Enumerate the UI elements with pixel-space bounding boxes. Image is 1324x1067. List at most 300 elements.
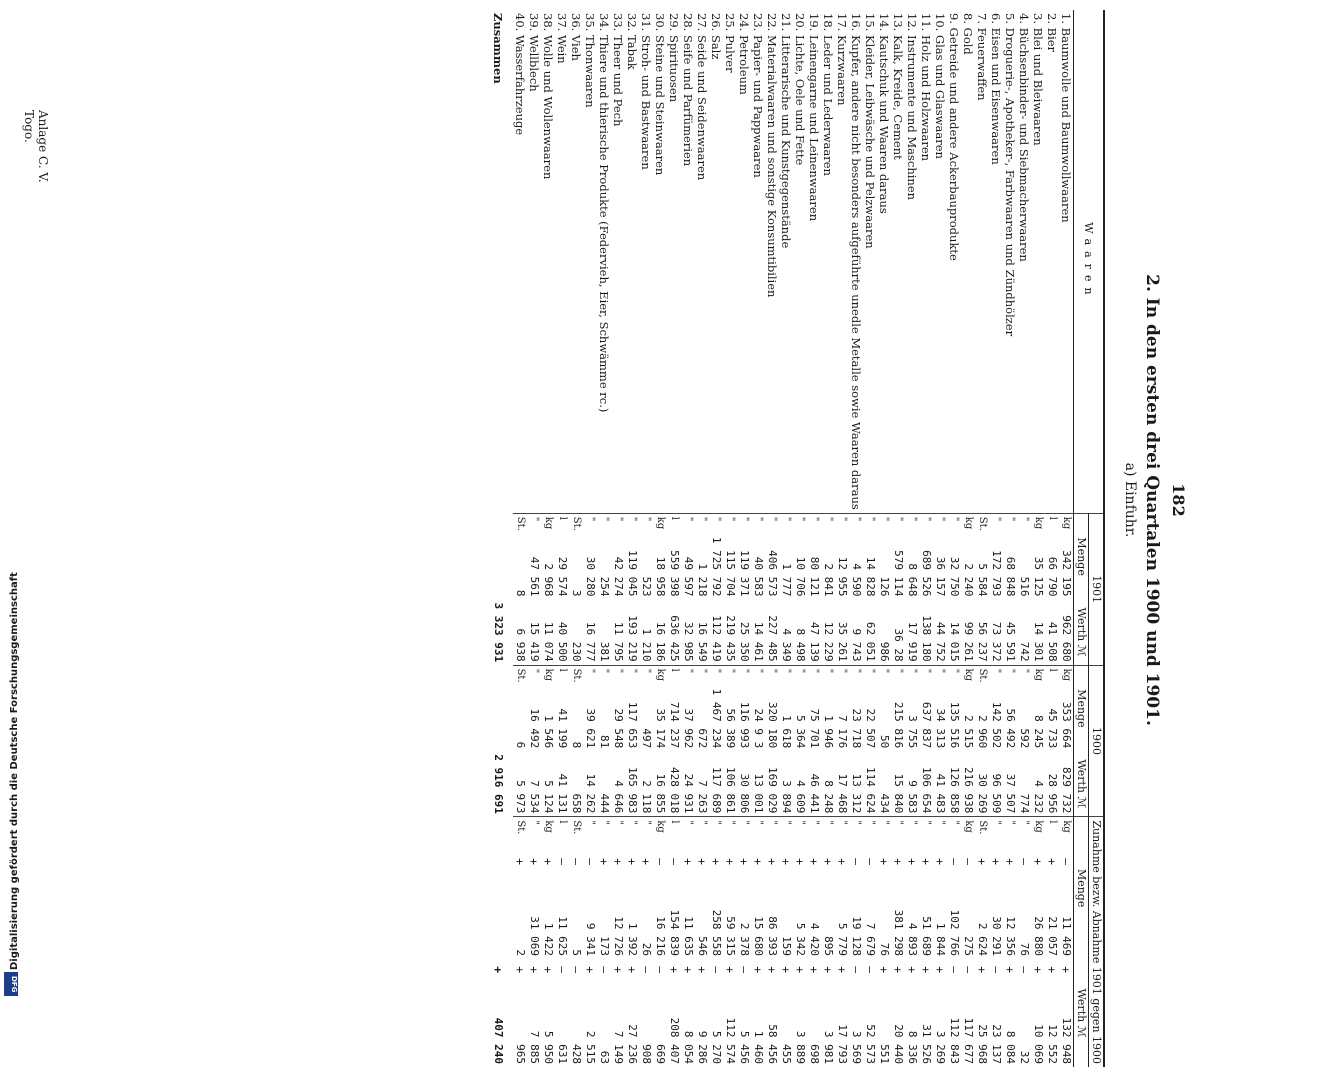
cell-m0: 75 701 <box>808 708 821 749</box>
cell-u0: kg <box>653 665 667 686</box>
cell-uc: " <box>905 817 919 851</box>
cell-cm: 1 844 <box>934 922 947 956</box>
cell-w1: 62 051 <box>864 621 877 662</box>
cell-item: 32. Tabak <box>625 13 639 70</box>
cell-m1: 2 841 <box>822 563 835 597</box>
cell-u0: " <box>849 665 863 686</box>
cell-u0: kg <box>1059 665 1074 686</box>
cell-cm: 1 392 <box>626 922 639 956</box>
cell-m0: 3 755 <box>906 715 919 749</box>
table-row <box>905 10 919 1067</box>
cell-m0: 1 546 <box>542 715 555 749</box>
cell-w1: 41 508 <box>1046 621 1059 662</box>
cell-item: 7. Feuerwaffen <box>975 13 989 101</box>
cell-m0: 23 718 <box>850 708 863 749</box>
cell-item: 21. Litterarische und Kunstgegenstände <box>779 13 793 249</box>
cell-w0: 15 840 <box>892 773 905 814</box>
cell-item: 20. Lichte, Oele und Fette <box>793 13 807 166</box>
cell-cm: 2 624 <box>976 922 989 956</box>
cell-item: 38. Wolle und Wollenwaaren <box>541 13 555 180</box>
cell-m0: 56 389 <box>724 708 737 749</box>
cell-sw: — <box>653 966 667 974</box>
cell-m1: 523 <box>640 576 653 597</box>
cell-w0: 126 858 <box>948 767 961 814</box>
cell-m1: 119 371 <box>738 550 751 597</box>
cell-item: 23. Papier- und Pappwaaren <box>751 13 765 178</box>
cell-sm: — <box>849 858 863 866</box>
cell-w1: 381 <box>598 641 611 662</box>
cell-sw: + <box>877 966 891 974</box>
cell-sw: + <box>975 966 989 974</box>
cell-u1: kg <box>1031 513 1045 534</box>
cell-item: 15. Kleider, Leibwäsche und Pelzwaaren <box>863 13 877 249</box>
cell-sw: + <box>751 966 765 974</box>
cell-u0: kg <box>1031 665 1045 686</box>
cell-m0: 1 618 <box>780 715 793 749</box>
cell-sm: + <box>765 858 779 866</box>
cell-sm: + <box>639 858 653 866</box>
total-w1: 3 323 931 <box>492 602 505 663</box>
cell-cm: 11 469 <box>1060 916 1073 956</box>
table-row <box>849 10 863 1067</box>
cell-sm: + <box>723 858 737 866</box>
cell-w1: 16 777 <box>584 621 597 662</box>
cell-w1: 986 <box>878 641 891 662</box>
cell-sw: — <box>961 966 975 974</box>
cell-u1: " <box>849 513 863 534</box>
cell-uc: kg <box>653 817 667 851</box>
cell-uc: " <box>1017 817 1031 851</box>
table-row <box>751 10 765 1067</box>
cell-w1: 1 210 <box>640 628 653 662</box>
cell-uc: " <box>751 817 765 851</box>
cell-cw: 27 236 <box>626 1024 639 1065</box>
cell-u1: St. <box>975 513 989 534</box>
cell-item: 35. Thonwaaren <box>583 13 597 108</box>
cell-m0: 353 664 <box>1060 701 1073 749</box>
cell-cm: 895 <box>822 936 835 956</box>
cell-m0: 117 653 <box>626 701 639 749</box>
cell-uc: " <box>765 817 779 851</box>
cell-item: 24. Petroleum <box>737 13 751 95</box>
table-row <box>639 10 653 1067</box>
cell-w0: 9 583 <box>906 780 919 814</box>
cell-sm: + <box>989 858 1003 866</box>
total-label: Zusammen <box>491 13 505 84</box>
cell-m0: 320 180 <box>766 701 779 749</box>
cell-cm: 19 128 <box>850 916 863 956</box>
cell-cw: 551 <box>878 1044 891 1065</box>
cell-m0: 135 516 <box>948 701 961 749</box>
cell-uc: " <box>933 817 947 851</box>
cell-sm: — <box>1017 858 1031 866</box>
cell-cm: 26 880 <box>1032 916 1045 956</box>
cell-u0: " <box>919 665 933 686</box>
total-row <box>491 10 513 1067</box>
page-number: 182 <box>1169 483 1188 517</box>
cell-m0: 592 <box>1018 728 1031 749</box>
col-waaren: Waaren <box>1074 10 1105 513</box>
cell-cm: 5 779 <box>836 922 849 956</box>
cell-w0: 13 312 <box>850 773 863 814</box>
cell-sm: + <box>611 858 625 866</box>
cell-sm: + <box>933 858 947 866</box>
cell-w0: 444 <box>598 793 611 814</box>
cell-m0: 37 962 <box>682 708 695 749</box>
cell-cm: 9 341 <box>584 922 597 956</box>
cell-u0: l <box>667 665 681 686</box>
cell-cw: 9 286 <box>696 1030 709 1065</box>
cell-m0: 714 237 <box>668 701 681 749</box>
table-row <box>653 10 667 1067</box>
cell-m0: 116 993 <box>738 701 751 749</box>
cell-uc: " <box>611 817 625 851</box>
cell-w0: 16 855 <box>654 773 667 814</box>
table-row <box>1031 10 1045 1067</box>
cell-item: 12. Instrumente und Maschinen <box>905 13 919 201</box>
cell-w0: 28 956 <box>1046 773 1059 814</box>
cell-sw: + <box>1031 966 1045 974</box>
dfg-logo: DFG <box>4 972 18 996</box>
cell-uc: kg <box>541 817 555 851</box>
cell-m0: 2 515 <box>962 715 975 749</box>
cell-cm: 12 726 <box>612 916 625 956</box>
cell-sm: — <box>961 858 975 866</box>
cell-u0: " <box>835 665 849 686</box>
cell-w0: 106 654 <box>920 767 933 814</box>
cell-m1: 49 597 <box>682 556 695 597</box>
cell-m1: 579 114 <box>892 550 905 597</box>
cell-w0: 829 732 <box>1060 767 1073 814</box>
cell-sm: + <box>625 858 639 866</box>
cell-cw: 8 336 <box>906 1030 919 1065</box>
cell-m1: 35 125 <box>1032 556 1045 597</box>
cell-sw: + <box>765 966 779 974</box>
cell-w1: 6 938 <box>514 628 527 662</box>
cell-m1: 66 790 <box>1046 556 1059 597</box>
cell-u1: " <box>1003 513 1017 534</box>
cell-cw: 8 054 <box>682 1030 695 1065</box>
cell-cm: 381 298 <box>892 909 905 956</box>
cell-cm: 51 689 <box>920 916 933 956</box>
cell-uc: " <box>863 817 877 851</box>
cell-cm: 12 356 <box>1004 916 1017 956</box>
cell-u1: " <box>821 513 835 534</box>
cell-w0: 24 931 <box>682 773 695 814</box>
cell-u1: " <box>1017 513 1031 534</box>
cell-w1: 35 261 <box>836 621 849 662</box>
cell-u1: " <box>639 513 653 534</box>
cell-sm: + <box>695 858 709 866</box>
cell-m0: 39 621 <box>584 708 597 749</box>
cell-uc: " <box>919 817 933 851</box>
cell-cw: 17 793 <box>836 1024 849 1065</box>
cell-cw: 3 981 <box>822 1030 835 1065</box>
cell-sm: + <box>919 858 933 866</box>
cell-m1: 5 584 <box>976 563 989 597</box>
cell-u1: kg <box>1059 513 1074 534</box>
cell-cw: 669 <box>654 1044 667 1065</box>
cell-cw: 698 <box>808 1044 821 1065</box>
cell-uc: " <box>681 817 695 851</box>
cell-u1: " <box>583 513 597 534</box>
table-row <box>961 10 975 1067</box>
cell-w1: 742 <box>1018 641 1031 662</box>
cell-cw: 25 968 <box>976 1024 989 1065</box>
cell-m1: 126 <box>878 576 891 597</box>
cell-cm: 15 680 <box>752 916 765 956</box>
cell-m1: 516 <box>1018 576 1031 597</box>
cell-item: 28. Seife und Parfümerien <box>681 13 695 167</box>
cell-u1: kg <box>961 513 975 534</box>
cell-cw: 3 569 <box>850 1030 863 1065</box>
cell-item: 13. Kalk, Kreide, Cement <box>891 13 905 160</box>
cell-uc: " <box>821 817 835 851</box>
total-w0: 2 916 691 <box>492 754 505 814</box>
cell-w1: 47 139 <box>808 621 821 662</box>
cell-m0: 497 <box>640 728 653 749</box>
cell-w0: 14 262 <box>584 773 597 814</box>
cell-item: 8. Gold <box>961 13 975 55</box>
cell-sm: + <box>1031 858 1045 866</box>
cell-cw: 5 270 <box>710 1030 723 1065</box>
cell-uc: kg <box>961 817 975 851</box>
cell-u0: " <box>625 665 639 686</box>
cell-sw: + <box>835 966 849 974</box>
table-row <box>541 10 555 1067</box>
cell-u0: " <box>1003 665 1017 686</box>
table-row <box>681 10 695 1067</box>
cell-u0: " <box>863 665 877 686</box>
cell-w1: 56 237 <box>976 621 989 662</box>
cell-m0: 16 492 <box>528 708 541 749</box>
cell-sm: + <box>751 858 765 866</box>
cell-u0: " <box>737 665 751 686</box>
cell-cw: 208 407 <box>668 1017 681 1065</box>
cell-m1: 1 218 <box>696 563 709 597</box>
cell-cw: 7 885 <box>528 1030 541 1065</box>
cell-u1: St. <box>513 513 527 534</box>
cell-w0: 5 124 <box>542 780 555 814</box>
cell-u0: " <box>933 665 947 686</box>
table-row <box>975 10 989 1067</box>
cell-sm: + <box>891 858 905 866</box>
cell-m1: 30 280 <box>584 556 597 597</box>
cell-uc: " <box>947 817 961 851</box>
digitization-note <box>4 0 22 1000</box>
table-row <box>1017 10 1031 1067</box>
cell-w1: 14 015 <box>948 621 961 662</box>
cell-u0: " <box>947 665 961 686</box>
cell-item: 31. Stroh- und Bastwaaren <box>639 13 653 170</box>
cell-sw: + <box>905 966 919 974</box>
cell-cw: 112 574 <box>724 1017 737 1065</box>
cell-u0: St. <box>975 665 989 686</box>
cell-w1: 138 180 <box>920 615 933 662</box>
cell-uc: " <box>1003 817 1017 851</box>
cell-uc: " <box>639 817 653 851</box>
cell-item: 19. Leinengarne und Leinenwaaren <box>807 13 821 222</box>
cell-m1: 115 704 <box>724 550 737 597</box>
cell-w1: 99 261 <box>962 621 975 662</box>
table-row <box>513 10 527 1067</box>
cell-cm: 4 420 <box>808 922 821 956</box>
cell-cm: 16 216 <box>654 916 667 956</box>
table-row <box>695 10 709 1067</box>
cell-m0: 81 <box>598 735 611 749</box>
cell-sw: + <box>723 966 737 974</box>
cell-sm: — <box>569 858 583 866</box>
col-1901-werth: Werth ℳ <box>1074 599 1089 665</box>
cell-w1: 15 419 <box>528 621 541 662</box>
cell-w0: 30 806 <box>738 773 751 814</box>
cell-u0: " <box>681 665 695 686</box>
cell-w1: 45 591 <box>1004 621 1017 662</box>
cell-u1: St. <box>569 513 583 534</box>
cell-u1: " <box>709 513 723 534</box>
cell-u1: " <box>807 513 821 534</box>
table-row <box>1045 10 1059 1067</box>
cell-m1: 10 706 <box>794 556 807 597</box>
cell-cw: 455 <box>780 1044 793 1065</box>
cell-u0: St. <box>513 665 527 686</box>
cell-cm: 173 <box>598 936 611 956</box>
cell-sw: + <box>793 966 807 974</box>
cell-cm: 258 558 <box>710 909 723 956</box>
cell-cm: 275 <box>962 936 975 956</box>
cell-u1: " <box>793 513 807 534</box>
cell-w0: 96 509 <box>990 773 1003 814</box>
anlage-line: Togo. <box>22 110 36 143</box>
cell-m1: 2 240 <box>962 563 975 597</box>
cell-w0: 5 973 <box>514 780 527 814</box>
cell-cm: 4 893 <box>906 922 919 956</box>
cell-sw: + <box>821 966 835 974</box>
cell-u1: " <box>611 513 625 534</box>
table-row <box>611 10 625 1067</box>
cell-uc: l <box>667 817 681 851</box>
cell-sw: + <box>583 966 597 974</box>
cell-item: 33. Theer und Pech <box>611 13 625 127</box>
col-1900: 1900 <box>1089 665 1105 817</box>
cell-sm: + <box>975 858 989 866</box>
cell-item: 9. Getreide und andere Ackerbauprodukte <box>947 13 961 261</box>
cell-sw: — <box>863 966 877 974</box>
cell-cw: 5 950 <box>542 1030 555 1065</box>
cell-u1: " <box>527 513 541 534</box>
cell-u0: " <box>527 665 541 686</box>
cell-w1: 636 425 <box>668 615 681 662</box>
cell-u0: " <box>751 665 765 686</box>
cell-w1: 112 419 <box>710 615 723 662</box>
cell-m1: 29 574 <box>556 556 569 597</box>
cell-m0: 672 <box>696 728 709 749</box>
cell-uc: " <box>709 817 723 851</box>
cell-item: 22. Materialwaaren und sonstige Konsumtibilien <box>765 13 779 298</box>
cell-m0: 2 960 <box>976 715 989 749</box>
cell-sw: + <box>779 966 793 974</box>
table-row <box>821 10 835 1067</box>
cell-w0: 37 507 <box>1004 773 1017 814</box>
col-change-menge: Menge <box>1074 817 1089 959</box>
anlage-line: Anlage C. V. <box>36 110 50 183</box>
cell-m1: 406 573 <box>766 550 779 597</box>
cell-u1: " <box>919 513 933 534</box>
cell-item: 25. Pulver <box>723 13 737 73</box>
cell-m0: 5 364 <box>794 715 807 749</box>
cell-sw: + <box>1059 966 1073 974</box>
cell-u0: " <box>583 665 597 686</box>
cell-w1: 9 743 <box>850 628 863 662</box>
total-cw: 407 240 <box>492 1017 505 1065</box>
table-row <box>625 10 639 1067</box>
table-row <box>527 10 541 1067</box>
table-row <box>723 10 737 1067</box>
cell-u1: " <box>695 513 709 534</box>
cell-sm: — <box>555 858 569 866</box>
cell-w0: 4 646 <box>612 780 625 814</box>
cell-m0: 41 199 <box>556 708 569 749</box>
cell-uc: " <box>625 817 639 851</box>
cell-sw: — <box>569 966 583 974</box>
cell-u0: kg <box>541 665 555 686</box>
cell-w0: 41 483 <box>934 773 947 814</box>
cell-w1: 11 074 <box>542 621 555 662</box>
cell-m1: 4 590 <box>850 563 863 597</box>
cell-w1: 193 219 <box>626 615 639 662</box>
cell-item: 18. Leder und Lederwaaren <box>821 13 835 176</box>
cell-w0: 428 018 <box>668 767 681 814</box>
cell-m1: 2 968 <box>542 563 555 597</box>
col-change: Zunahme bezw. Abnahme 1901 gegen 1900 <box>1089 817 1105 1067</box>
cell-u1: " <box>597 513 611 534</box>
cell-m0: 1 946 <box>822 715 835 749</box>
cell-u0: " <box>611 665 625 686</box>
cell-cm: 86 393 <box>766 916 779 956</box>
cell-m1: 14 828 <box>864 556 877 597</box>
cell-cw: 52 573 <box>864 1024 877 1065</box>
cell-u0: " <box>891 665 905 686</box>
cell-u0: kg <box>961 665 975 686</box>
cell-sw: + <box>807 966 821 974</box>
cell-cw: 20 440 <box>892 1024 905 1065</box>
cell-item: 29. Spirituosen <box>667 13 681 103</box>
cell-sm: + <box>835 858 849 866</box>
cell-w1: 962 680 <box>1060 615 1073 662</box>
cell-sw: + <box>695 966 709 974</box>
cell-m0: 215 816 <box>892 701 905 749</box>
cell-sw: + <box>681 966 695 974</box>
cell-sm: — <box>667 858 681 866</box>
cell-m0: 142 502 <box>990 701 1003 749</box>
cell-sm: + <box>779 858 793 866</box>
cell-u0: l <box>1045 665 1059 686</box>
table-row <box>989 10 1003 1067</box>
cell-u1: " <box>863 513 877 534</box>
cell-m1: 172 793 <box>990 550 1003 597</box>
cell-sw: + <box>667 966 681 974</box>
cell-m1: 18 958 <box>654 556 667 597</box>
cell-sw: — <box>849 966 863 974</box>
digitization-note-text: Digitalisierung gefördert durch die Deutsche Forschungsgemeinschaft <box>9 572 20 970</box>
col-1900-menge: Menge <box>1074 665 1089 751</box>
cell-uc: " <box>695 817 709 851</box>
cell-sw: + <box>1045 966 1059 974</box>
cell-uc: " <box>835 817 849 851</box>
cell-m1: 254 <box>598 576 611 597</box>
cell-u0: " <box>765 665 779 686</box>
cell-u0: " <box>905 665 919 686</box>
